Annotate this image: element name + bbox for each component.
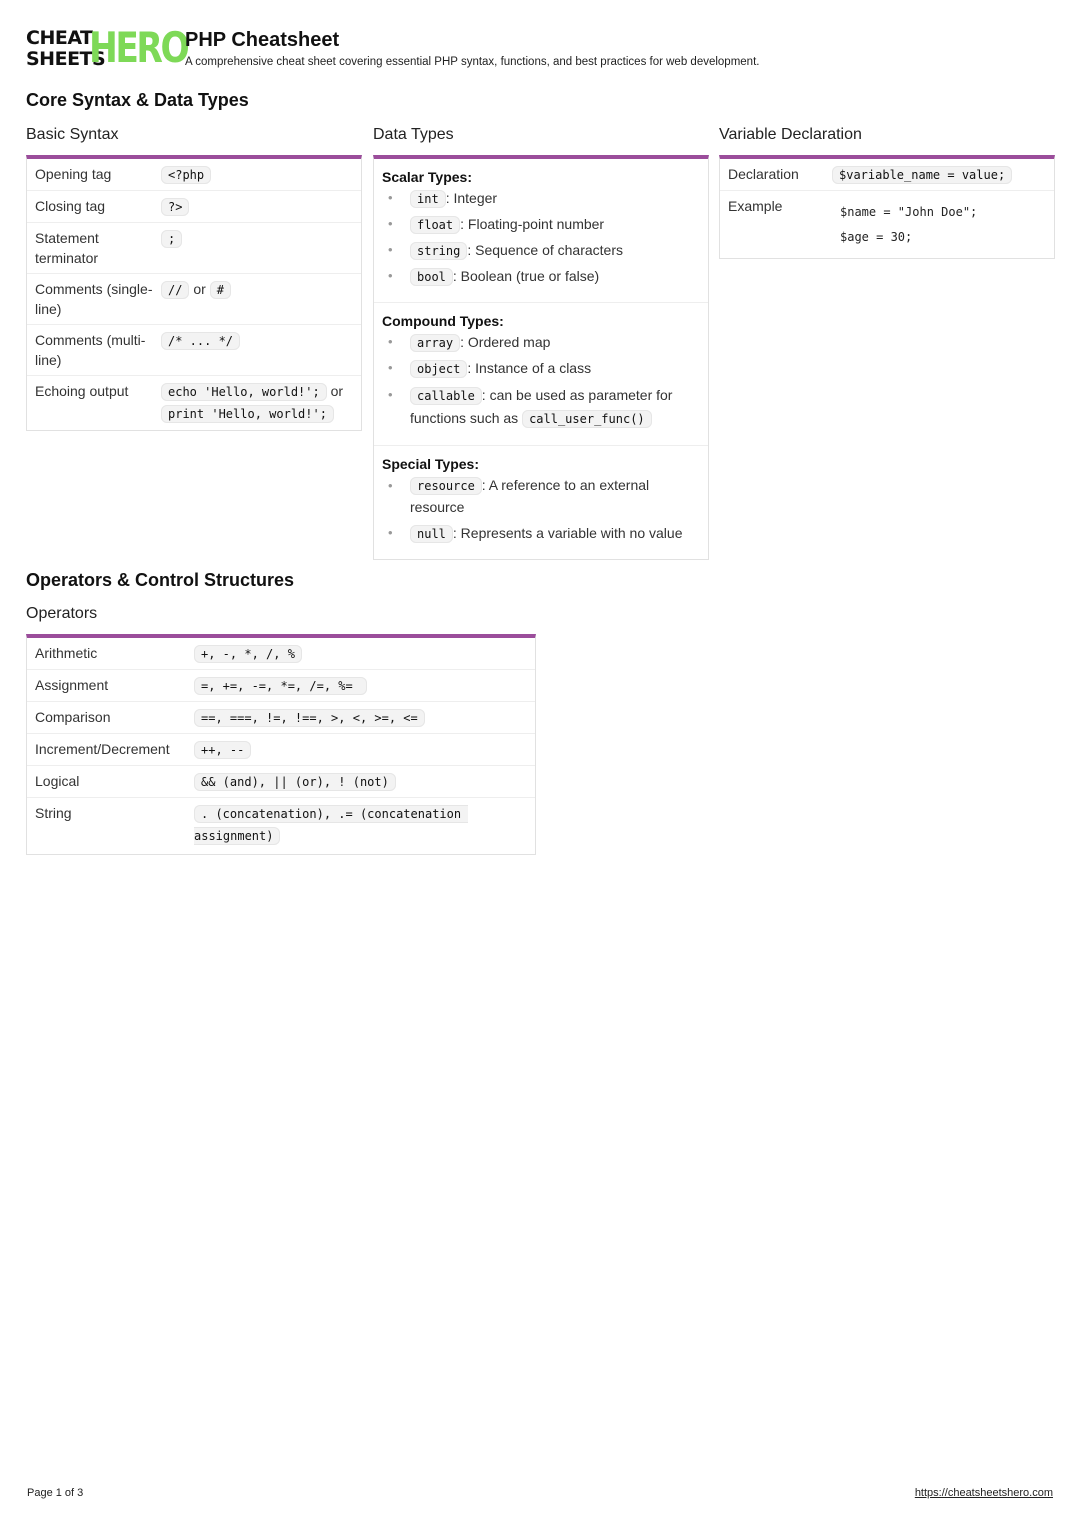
row-label: Closing tag xyxy=(35,198,106,214)
table-row xyxy=(27,734,535,766)
item-text: : Floating-point number xyxy=(460,216,605,232)
table-row xyxy=(27,702,535,734)
row-value xyxy=(161,228,353,268)
card-title-variable-declaration: Variable Declaration xyxy=(719,126,862,143)
row-value xyxy=(194,675,527,696)
table-row xyxy=(27,159,361,191)
code-snippet: +, -, *, /, % xyxy=(194,645,302,663)
item-text: : can be used as parameter for functions such as xyxy=(410,387,673,426)
row-label: Comparison xyxy=(35,709,111,725)
row-label: Example xyxy=(728,198,783,214)
row-label: Increment/Decrement xyxy=(35,741,170,757)
code-snippet: resource xyxy=(410,477,482,495)
page-subtitle: A comprehensive cheat sheet covering essential PHP syntax, functions, and best practices for web development. xyxy=(185,56,760,68)
row-label: Arithmetic xyxy=(35,645,98,661)
row-value xyxy=(194,643,527,664)
row-value xyxy=(194,707,527,728)
table-row xyxy=(27,766,535,798)
code-snippet: call_user_func() xyxy=(522,410,652,428)
row-label: Declaration xyxy=(728,166,799,182)
row-label: String xyxy=(35,805,72,821)
list-item xyxy=(382,332,700,353)
item-text: : Ordered map xyxy=(460,334,551,350)
row-value xyxy=(832,164,1046,185)
table-row xyxy=(720,191,1054,258)
card-title-operators: Operators xyxy=(26,605,98,622)
table-row xyxy=(27,670,535,702)
code-snippet: float xyxy=(410,216,460,234)
row-value xyxy=(161,381,353,425)
separator-text: or xyxy=(330,383,344,399)
group-title: Compound Types: xyxy=(382,313,504,329)
list-item xyxy=(382,384,700,430)
page-number: Page 1 of 3 xyxy=(27,1487,84,1499)
row-value xyxy=(194,771,527,792)
row-label: Logical xyxy=(35,773,80,789)
row-label: Comments (single-line) xyxy=(35,281,153,317)
table-row xyxy=(27,376,361,430)
type-list xyxy=(382,188,700,287)
section-title-operators: Operators & Control Structures xyxy=(26,570,295,590)
code-block: $name = "John Doe"; $age = 30; xyxy=(840,205,978,244)
page-title: PHP Cheatsheet xyxy=(185,29,340,51)
separator-text: or xyxy=(193,281,206,297)
row-label: Assignment xyxy=(35,677,109,693)
row-label: Echoing output xyxy=(35,383,129,399)
type-list xyxy=(382,332,700,430)
code-snippet: null xyxy=(410,525,453,543)
row-label: Opening tag xyxy=(35,166,112,182)
card-data-types xyxy=(373,155,709,560)
code-snippet: . (concatenation), .= (concatenation assignment) xyxy=(194,807,469,843)
list-item xyxy=(382,214,700,235)
code-snippet: int xyxy=(410,190,446,208)
row-value xyxy=(194,803,484,847)
code-snippet: $variable_name = value; xyxy=(832,166,1012,184)
code-snippet: # xyxy=(210,281,231,299)
item-text: : Represents a variable with no value xyxy=(452,525,683,541)
scalar-types-group xyxy=(374,159,708,303)
item-text: : Integer xyxy=(445,190,498,206)
site-link[interactable]: https://cheatsheetshero.com xyxy=(914,1487,1053,1499)
code-snippet: // xyxy=(161,281,189,299)
list-item xyxy=(382,475,700,518)
list-item xyxy=(382,188,700,209)
code-snippet: array xyxy=(410,334,460,352)
code-snippet: ?> xyxy=(161,198,189,216)
row-value xyxy=(161,330,353,370)
code-snippet: bool xyxy=(410,268,453,286)
page-header xyxy=(26,23,1056,72)
section-title-core: Core Syntax & Data Types xyxy=(26,90,249,110)
code-snippet: /* ... */ xyxy=(161,332,240,350)
item-text: : Sequence of characters xyxy=(467,242,624,258)
code-snippet: object xyxy=(410,360,467,378)
table-row xyxy=(27,191,361,223)
special-types-group xyxy=(374,446,708,559)
table-row xyxy=(27,638,535,670)
row-label: Statement terminator xyxy=(35,230,99,266)
code-snippet: ; xyxy=(161,230,182,248)
code-snippet: =, +=, -=, *=, /=, %= xyxy=(194,677,367,695)
logo-sheets-text: SHEETS xyxy=(26,48,106,70)
list-item xyxy=(382,266,700,287)
group-title: Scalar Types: xyxy=(382,169,473,185)
list-item xyxy=(382,240,700,261)
table-row xyxy=(27,223,361,274)
type-list xyxy=(382,475,700,544)
card-basic-syntax xyxy=(26,155,362,431)
code-snippet: ++, -- xyxy=(194,741,251,759)
group-title: Special Types: xyxy=(382,456,480,472)
row-label: Comments (multi-line) xyxy=(35,332,146,368)
logo-hero-text: HERO xyxy=(89,23,188,72)
row-value xyxy=(194,739,527,760)
card-title-data-types: Data Types xyxy=(373,126,454,143)
table-row xyxy=(27,798,535,854)
card-operators xyxy=(26,634,536,855)
code-snippet: callable xyxy=(410,387,482,405)
card-title-basic-syntax: Basic Syntax xyxy=(26,126,119,143)
logo-cheat-text: CHEAT xyxy=(26,27,93,49)
item-text: : A reference to an external resource xyxy=(410,477,650,515)
item-text: : Instance of a class xyxy=(467,360,592,376)
table-row xyxy=(27,274,361,325)
code-snippet: echo 'Hello, world!'; xyxy=(161,383,327,401)
code-snippet: ==, ===, !=, !==, >, <, >=, <= xyxy=(194,709,425,727)
row-value xyxy=(832,196,1046,250)
row-value xyxy=(161,164,353,185)
code-snippet: <?php xyxy=(161,166,211,184)
list-item xyxy=(382,358,700,379)
code-snippet: print 'Hello, world!'; xyxy=(161,405,334,423)
cheatsheetshero-logo[interactable] xyxy=(26,23,188,72)
list-item xyxy=(382,523,700,544)
compound-types-group xyxy=(374,303,708,446)
item-text: : Boolean (true or false) xyxy=(452,268,600,284)
table-row xyxy=(720,159,1054,191)
code-snippet: string xyxy=(410,242,467,260)
row-value xyxy=(161,196,353,217)
table-row xyxy=(27,325,361,376)
card-variable-declaration xyxy=(719,155,1055,259)
row-value xyxy=(161,279,353,319)
code-snippet: && (and), || (or), ! (not) xyxy=(194,773,396,791)
